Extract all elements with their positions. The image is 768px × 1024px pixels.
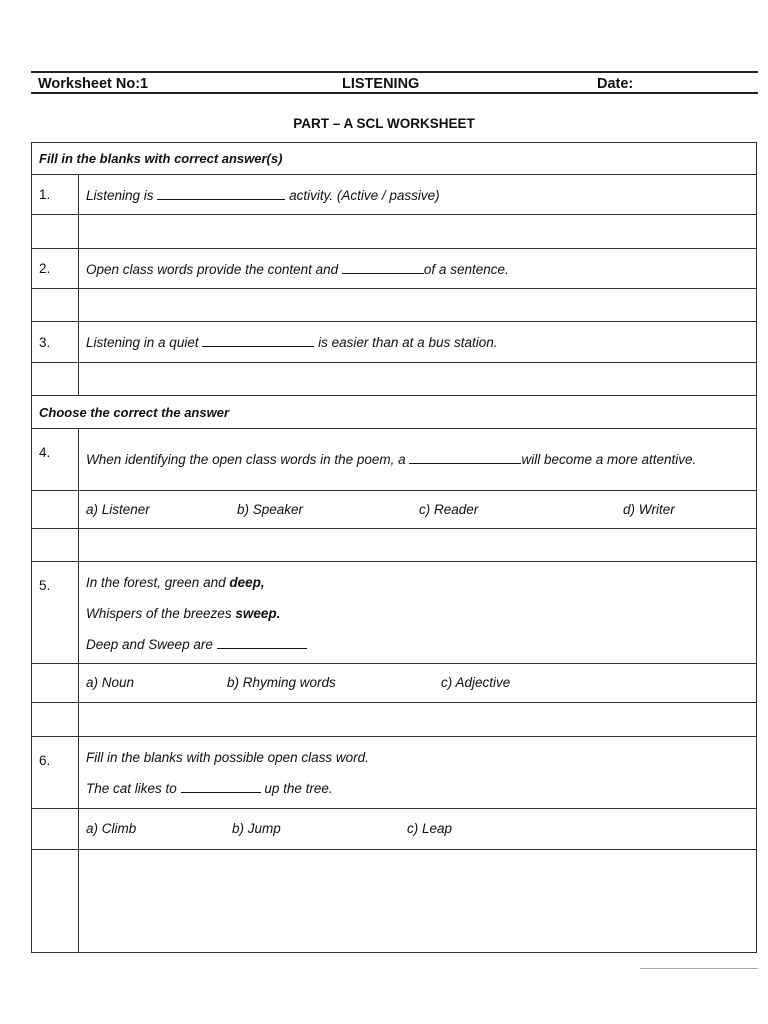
options-row [32, 809, 757, 850]
poem-question-line [86, 629, 749, 660]
question-row [32, 322, 757, 363]
question-row [32, 737, 757, 809]
answer-space[interactable] [79, 215, 757, 249]
options-cell [79, 491, 757, 529]
option-a[interactable]: a) Noun [86, 675, 135, 690]
option-c[interactable]: c) Reader [419, 501, 479, 517]
question-text-before: The cat likes to [86, 780, 177, 796]
answer-space[interactable] [79, 703, 757, 737]
question-number: 6. [32, 737, 79, 809]
question-text-before: Listening in a quiet [86, 335, 199, 350]
answer-blank[interactable] [342, 261, 424, 274]
empty-cell [32, 215, 79, 249]
question-row [32, 429, 757, 491]
options-cell [79, 809, 757, 850]
question-row [32, 175, 757, 215]
answer-row [32, 215, 757, 249]
empty-cell [32, 363, 79, 396]
empty-cell [32, 850, 79, 953]
answer-blank[interactable] [181, 780, 261, 793]
empty-cell [32, 703, 79, 737]
answer-blank[interactable] [409, 451, 521, 464]
question-text-after: up the tree. [264, 780, 333, 796]
worksheet-subject: LISTENING [342, 76, 420, 92]
question-text-before: When identifying the open class words in the poem, a [86, 451, 406, 467]
question-number: 4. [32, 429, 79, 491]
question-number: 3. [32, 322, 79, 363]
answer-blank[interactable] [217, 636, 307, 649]
question-number: 5. [32, 562, 79, 664]
worksheet-header [31, 71, 758, 94]
question-text-after: of a sentence. [423, 261, 509, 277]
answer-row [32, 363, 757, 396]
question-text-before: Deep and Sweep are [86, 637, 213, 652]
poem-keyword: deep, [229, 575, 265, 590]
answer-space[interactable] [79, 529, 757, 562]
question-sentence [86, 773, 749, 804]
section-heading-fill-blanks: Fill in the blanks with correct answer(s) [32, 143, 757, 175]
poem-keyword: sweep. [235, 606, 281, 621]
answer-row [32, 529, 757, 562]
date-label: Date: [597, 76, 634, 92]
question-text [79, 737, 757, 809]
question-instruction: Fill in the blanks with possible open class word. [86, 749, 369, 765]
answer-row [32, 703, 757, 737]
part-title: PART – A SCL WORKSHEET [293, 116, 475, 131]
poem-line-1 [86, 567, 749, 598]
question-number: 1. [32, 175, 79, 215]
section-row [32, 396, 757, 429]
options-row [32, 491, 757, 529]
answer-space[interactable] [79, 363, 757, 396]
worksheet-number: Worksheet No:1 [38, 76, 149, 92]
question-text [79, 429, 757, 491]
question-text-before: Listening is [86, 187, 154, 203]
question-text-after: activity. (Active / passive) [289, 187, 440, 203]
poem-text: Whispers of the breezes [86, 606, 232, 621]
question-row [32, 249, 757, 289]
worksheet-table [31, 142, 757, 953]
empty-cell [32, 529, 79, 562]
answer-space[interactable] [79, 289, 757, 322]
option-a[interactable]: a) Listener [86, 501, 150, 517]
answer-row [32, 850, 757, 953]
option-c[interactable]: c) Adjective [441, 675, 511, 690]
question-text-after: will become a more attentive. [521, 451, 697, 467]
option-b[interactable]: b) Jump [232, 821, 281, 836]
question-text-after: is easier than at a bus station. [318, 335, 498, 350]
empty-cell [32, 809, 79, 850]
option-d[interactable]: d) Writer [623, 501, 675, 517]
answer-blank[interactable] [202, 334, 314, 347]
section-heading-choose: Choose the correct the answer [32, 396, 757, 429]
page-edge-line [640, 968, 758, 969]
options-cell [79, 664, 757, 703]
question-text-before: Open class words provide the content and [86, 261, 339, 277]
answer-row [32, 289, 757, 322]
option-c[interactable]: c) Leap [407, 821, 453, 836]
question-number: 2. [32, 249, 79, 289]
question-text [79, 562, 757, 664]
options-row [32, 664, 757, 703]
answer-space[interactable] [79, 850, 757, 953]
question-text [79, 249, 757, 289]
section-row [32, 143, 757, 175]
empty-cell [32, 491, 79, 529]
empty-cell [32, 664, 79, 703]
answer-blank[interactable] [157, 187, 285, 200]
empty-cell [32, 289, 79, 322]
question-text [79, 322, 757, 363]
question-row [32, 562, 757, 664]
poem-text: In the forest, green and [86, 575, 226, 590]
question-text [79, 175, 757, 215]
option-b[interactable]: b) Speaker [237, 501, 304, 517]
option-a[interactable]: a) Climb [86, 821, 137, 836]
option-b[interactable]: b) Rhyming words [227, 675, 336, 690]
poem-line-2 [86, 598, 749, 629]
